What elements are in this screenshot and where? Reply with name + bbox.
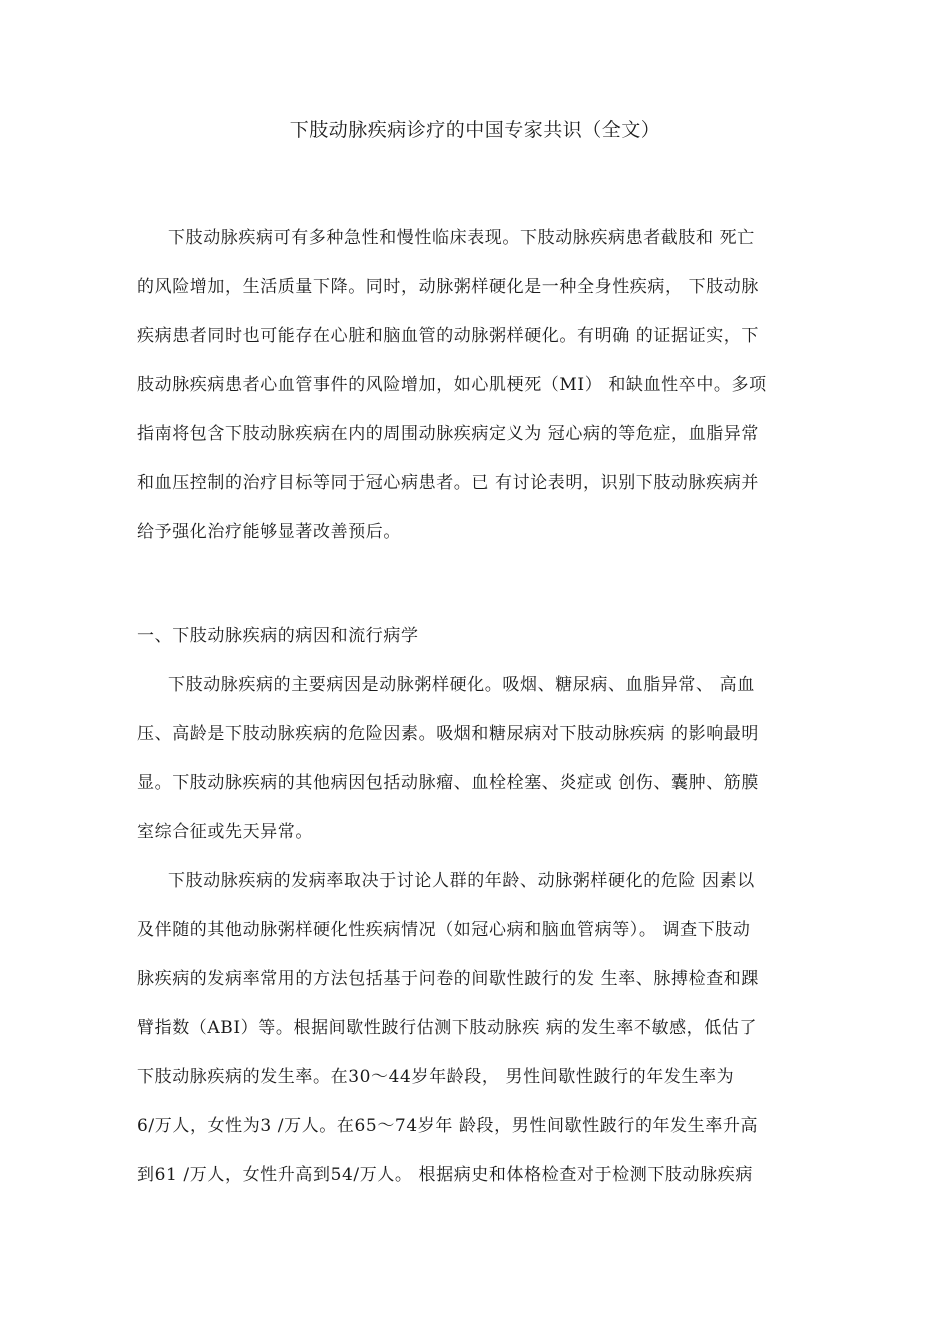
paragraph-line: 及伴随的其他动脉粥样硬化性疾病情况（如冠心病和脑血管病等）。 调查下肢动 [137,920,751,940]
intro-line: 指南将包含下肢动脉疾病在内的周围动脉疾病定义为 冠心病的等危症，血脂异常 [137,424,760,444]
intro-line: 给予强化治疗能够显著改善预后。 [137,522,401,542]
intro-line: 和血压控制的治疗目标等同于冠心病患者。已 有讨论表明，识别下肢动脉疾病并 [137,473,760,493]
document-title: 下肢动脉疾病诊疗的中国专家共识（全文） [289,119,661,141]
paragraph-line: 6/万人，女性为3 /万人。在65〜74岁年 龄段，男性间歇性跛行的年发生率升高 [137,1116,759,1136]
intro-line: 下肢动脉疾病可有多种急性和慢性临床表现。下肢动脉疾病患者截肢和 死亡 [168,228,755,248]
paragraph-line: 下肢动脉疾病的发病率取决于讨论人群的年龄、动脉粥样硬化的危险 因素以 [168,871,755,891]
section-heading: 一、下肢动脉疾病的病因和流行病学 [137,626,419,646]
intro-line: 的风险增加，生活质量下降。同时，动脉粥样硬化是一种全身性疾病， 下肢动脉 [137,277,760,297]
paragraph-line: 到61 /万人，女性升高到54/万人。 根据病史和体格检查对于检测下肢动脉疾病 [137,1165,753,1185]
intro-line: 肢动脉疾病患者心血管事件的风险增加，如心肌梗死（MI） 和缺血性卒中。多项 [137,375,767,395]
paragraph-line: 显。下肢动脉疾病的其他病因包括动脉瘤、血栓栓塞、炎症或 创伤、囊肿、筋膜 [137,773,760,793]
paragraph-line: 脉疾病的发病率常用的方法包括基于问卷的间歇性跛行的发 生率、脉搏检查和踝 [137,969,760,989]
paragraph-line: 室综合征或先天异常。 [137,822,313,842]
intro-line: 疾病患者同时也可能存在心脏和脑血管的动脉粥样硬化。有明确 的证据证实，下 [137,326,760,346]
paragraph-line: 臂指数（ABI）等。根据间歇性跛行估测下肢动脉疾 病的发生率不敏感，低估了 [137,1018,758,1038]
paragraph-line: 下肢动脉疾病的发生率。在30〜44岁年龄段， 男性间歇性跛行的年发生率为 [137,1067,735,1087]
paragraph-line: 下肢动脉疾病的主要病因是动脉粥样硬化。吸烟、糖尿病、血脂异常、 高血 [168,675,755,695]
paragraph-line: 压、高龄是下肢动脉疾病的危险因素。吸烟和糖尿病对下肢动脉疾病 的影响最明 [137,724,760,744]
